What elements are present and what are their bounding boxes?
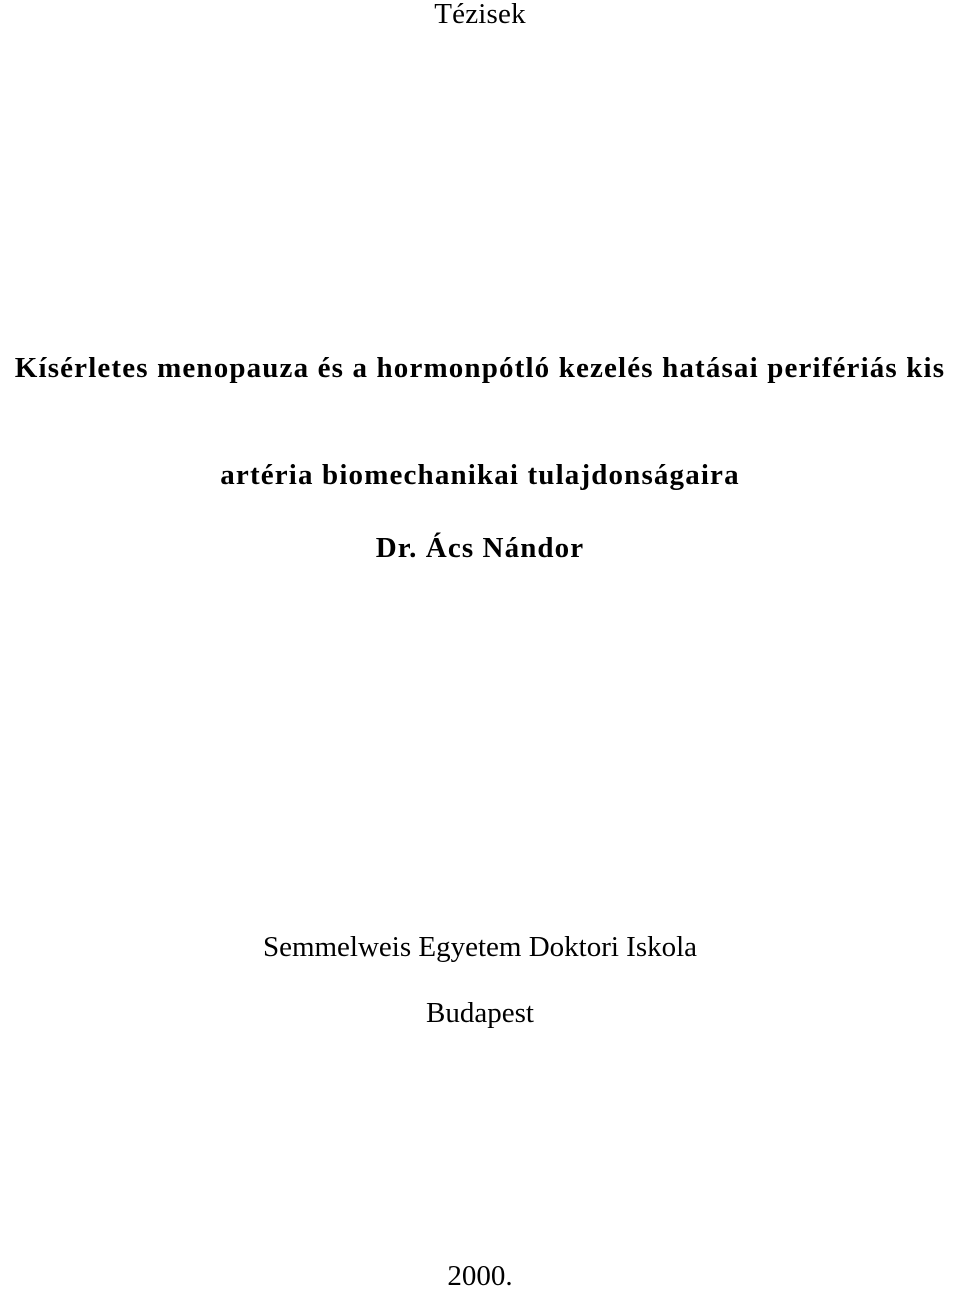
publication-year: 2000. xyxy=(447,1260,513,1292)
city-name: Budapest xyxy=(426,997,534,1029)
thesis-title-line-1: Kísérletes menopauza és a hormonpótló kezelés hatásai perifériás kis xyxy=(14,352,946,384)
document-heading: Tézisek xyxy=(434,0,526,30)
thesis-title-line-2: artéria biomechanikai tulajdonságaira xyxy=(220,459,740,491)
institution-name: Semmelweis Egyetem Doktori Iskola xyxy=(262,931,698,963)
author-name: Dr. Ács Nándor xyxy=(375,532,585,564)
